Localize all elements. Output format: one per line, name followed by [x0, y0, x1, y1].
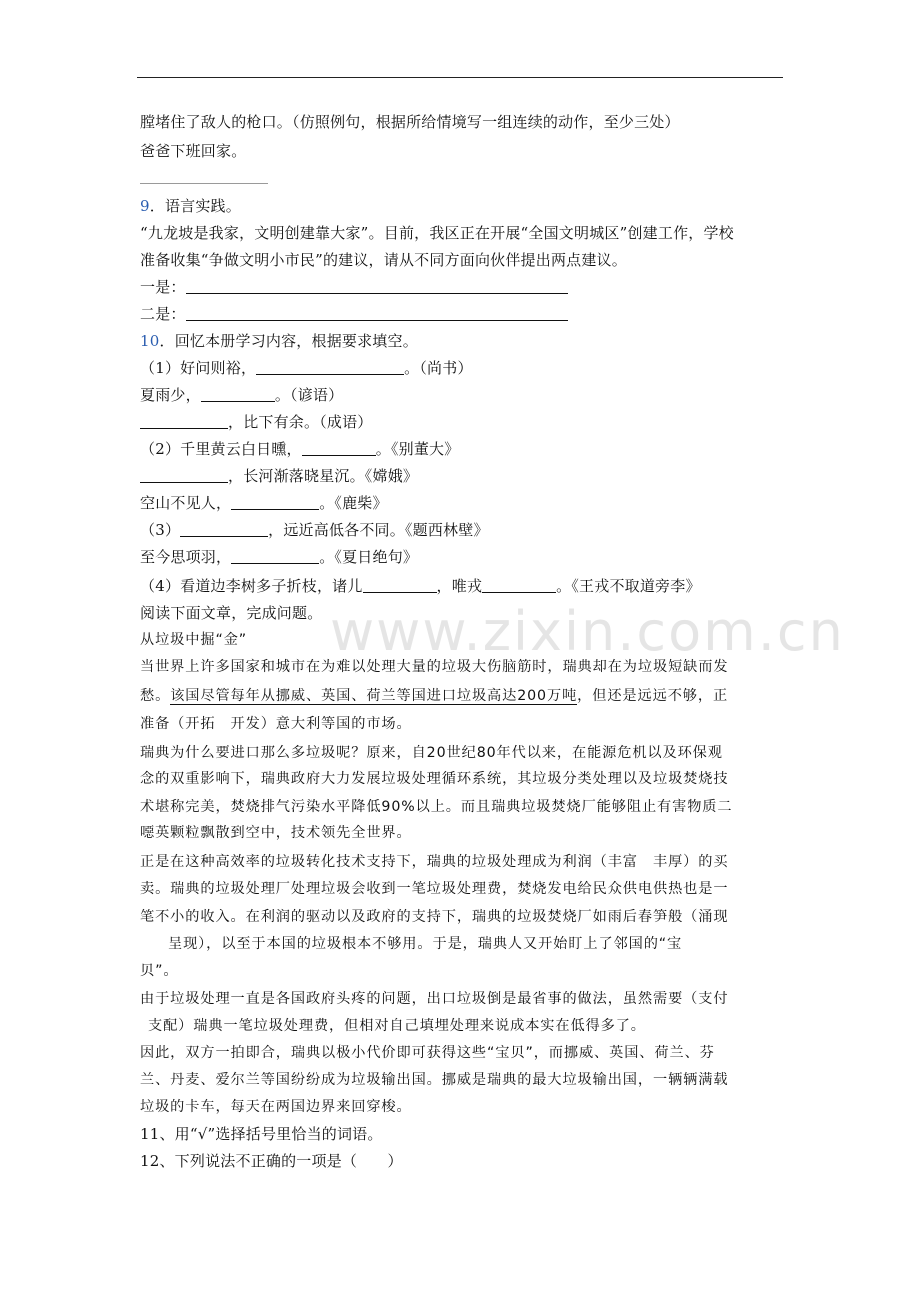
passage-title: 从垃圾中掘“金” — [140, 632, 248, 648]
q9-title: ．语言实践。 — [149, 197, 241, 215]
q10-blank-7[interactable] — [180, 522, 268, 537]
q10-heading — [140, 331, 418, 351]
q9-number: 9 — [140, 197, 150, 215]
passage-p2-line-1: 瑞典为什么要进口那么多垃圾呢？原来，自20世纪80年代以来，在能源危机以及环保观 — [140, 745, 723, 761]
intro-line-1: 膛堵住了敌人的枪口。（仿照例句，根据所给情境写一组连续的动作，至少三处） — [140, 113, 680, 131]
q10-line-6 — [140, 493, 388, 513]
q10-title: ．回忆本册学习内容，根据要求填空。 — [159, 332, 418, 350]
q10-line-4-source: 。《别董大》 — [375, 440, 460, 458]
watermark: www.zixin.com.cn — [330, 600, 845, 663]
q10-blank-2[interactable] — [201, 387, 275, 402]
q10-blank-10[interactable] — [482, 578, 556, 593]
q10-line-9 — [140, 576, 701, 596]
q10-blank-1[interactable] — [256, 360, 404, 375]
passage-p4-line-1: 由于垃圾处理一直是各国政府头疼的问题，出口垃圾倒是最省事的做法，虽然需要（支付 — [140, 991, 729, 1007]
passage-p3-line-4: 呈现），以至于本国的垃圾根本不够用。于是，瑞典人又开始盯上了邻国的“宝 — [168, 936, 683, 952]
q9-text-2: 准备收集“争做文明小市民”的建议，请从不同方面向伙伴提出两点建议。 — [140, 251, 627, 269]
q11-text: 11、用“√”选择括号里恰当的词语。 — [140, 1125, 383, 1143]
q10-line-3-text: ，比下有余。（成语） — [228, 413, 373, 431]
q10-line-3 — [140, 412, 373, 432]
q10-line-7-text: （3） — [140, 521, 181, 539]
header-rule — [137, 77, 783, 78]
q12-text: 12、下列说法不正确的一项是（ ） — [140, 1152, 403, 1170]
passage-p3-line-5: 贝”。 — [140, 963, 179, 979]
q10-blank-8[interactable] — [231, 549, 319, 564]
q10-line-4-text: （2）千里黄云白日曛， — [140, 440, 302, 458]
underlined-sentence: 该国尽管每年从挪威、英国、荷兰等国进口垃圾高达200万吨 — [170, 688, 578, 704]
q10-blank-4[interactable] — [302, 441, 376, 456]
q10-line-2-text: 夏雨少， — [140, 386, 201, 404]
q10-line-1-source: 。（尚书） — [404, 359, 473, 377]
q10-line-8 — [140, 547, 418, 567]
q10-blank-5[interactable] — [140, 468, 228, 483]
passage-p2-line-2: 念的双重影响下，瑞典政府大力发展垃圾处理循环系统，其垃圾分类处理以及垃圾焚烧技 — [140, 771, 729, 787]
q10-line-5-text: ，长河渐落晓星沉。《嫦娥》 — [228, 467, 419, 485]
q9-answer-blank-2[interactable] — [186, 306, 568, 321]
intro-line-2: 爸爸下班回家。 — [140, 142, 247, 160]
q10-line-7-source: ，远近高低各不同。《题西林壁》 — [268, 521, 489, 539]
passage-p1-line-3: 准备（开拓 开发）意大利等国的市场。 — [140, 716, 412, 732]
q9-heading — [140, 196, 241, 216]
q10-line-4 — [140, 439, 459, 459]
passage-p1-text-end: ，但还是远远不够，正 — [577, 688, 729, 704]
q9-text-1: “九龙坡是我家，文明创建靠大家”。目前，我区正在开展“全国文明城区”创建工作，学校 — [140, 224, 734, 242]
reading-instruction: 阅读下面文章，完成问题。 — [140, 604, 323, 622]
q10-number: 10 — [140, 332, 160, 350]
passage-p3-line-1: 正是在这种高效率的垃圾转化技术支持下，瑞典的垃圾处理成为利润（丰富 丰厚）的买 — [140, 854, 729, 870]
q10-line-2 — [140, 385, 343, 405]
passage-p1-text: 愁。 — [140, 688, 171, 704]
q10-blank-3[interactable] — [140, 414, 228, 429]
passage-p3-line-3: 笔不小的收入。在利润的驱动以及政府的支持下，瑞典的垃圾焚烧厂如雨后春笋般（涌现 — [140, 909, 729, 925]
q10-line-1-text: （1）好问则裕， — [140, 359, 257, 377]
q10-blank-6[interactable] — [231, 495, 319, 510]
passage-p5-line-2: 兰、丹麦、爱尔兰等国纷纷成为垃圾输出国。挪威是瑞典的最大垃圾输出国，一辆辆满载 — [140, 1072, 729, 1088]
q10-line-8-source: 。《夏日绝句》 — [319, 548, 419, 566]
passage-p4-line-2: 支配）瑞典一笔垃圾处理费，但相对自己填埋处理来说成本实在低得多了。 — [148, 1018, 646, 1034]
q9-item-1 — [140, 277, 568, 297]
q9-item-2 — [140, 304, 568, 324]
q10-line-9-text-a: （4）看道边李树多子折枝，诸儿 — [140, 577, 363, 595]
q10-line-6-text: 空山不见人， — [140, 494, 232, 512]
q10-line-7 — [140, 520, 489, 540]
passage-p2-line-4: 噁英颗粒飘散到空中，技术领先全世界。 — [140, 825, 412, 841]
q9-item-2-label: 二是： — [140, 305, 186, 323]
passage-p5-line-3: 垃圾的卡车，每天在两国边界来回穿梭。 — [140, 1099, 412, 1115]
q10-line-9-source: 。《王戎不取道旁李》 — [556, 577, 701, 595]
passage-p2-line-3: 术堪称完美，焚烧排气污染水平降低90%以上。而且瑞典垃圾焚烧厂能够阻止有害物质二 — [140, 799, 733, 815]
q9-item-1-label: 一是： — [140, 278, 186, 296]
passage-p1-line-2 — [140, 686, 728, 706]
q10-line-2-source: 。（谚语） — [274, 386, 344, 404]
passage-p3-line-2: 卖。瑞典的垃圾处理厂处理垃圾会收到一笔垃圾处理费，焚烧发电给民众供电供热也是一 — [140, 881, 729, 897]
passage-p5-line-1: 因此，双方一拍即合，瑞典以极小代价即可获得这些“宝贝”，而挪威、英国、荷兰、芬 — [140, 1045, 715, 1061]
q10-line-9-text-b: ，唯戎 — [436, 577, 483, 595]
q10-line-6-source: 。《鹿柴》 — [319, 494, 388, 512]
section-divider — [140, 183, 268, 184]
q9-answer-blank-1[interactable] — [186, 279, 568, 294]
q10-line-1 — [140, 358, 473, 378]
q10-line-5 — [140, 466, 418, 486]
q10-blank-9[interactable] — [363, 578, 437, 593]
q10-line-8-text: 至今思项羽， — [140, 548, 232, 566]
passage-p1-line-1: 当世界上许多国家和城市在为难以处理大量的垃圾大伤脑筋时，瑞典却在为垃圾短缺而发 — [140, 659, 729, 675]
